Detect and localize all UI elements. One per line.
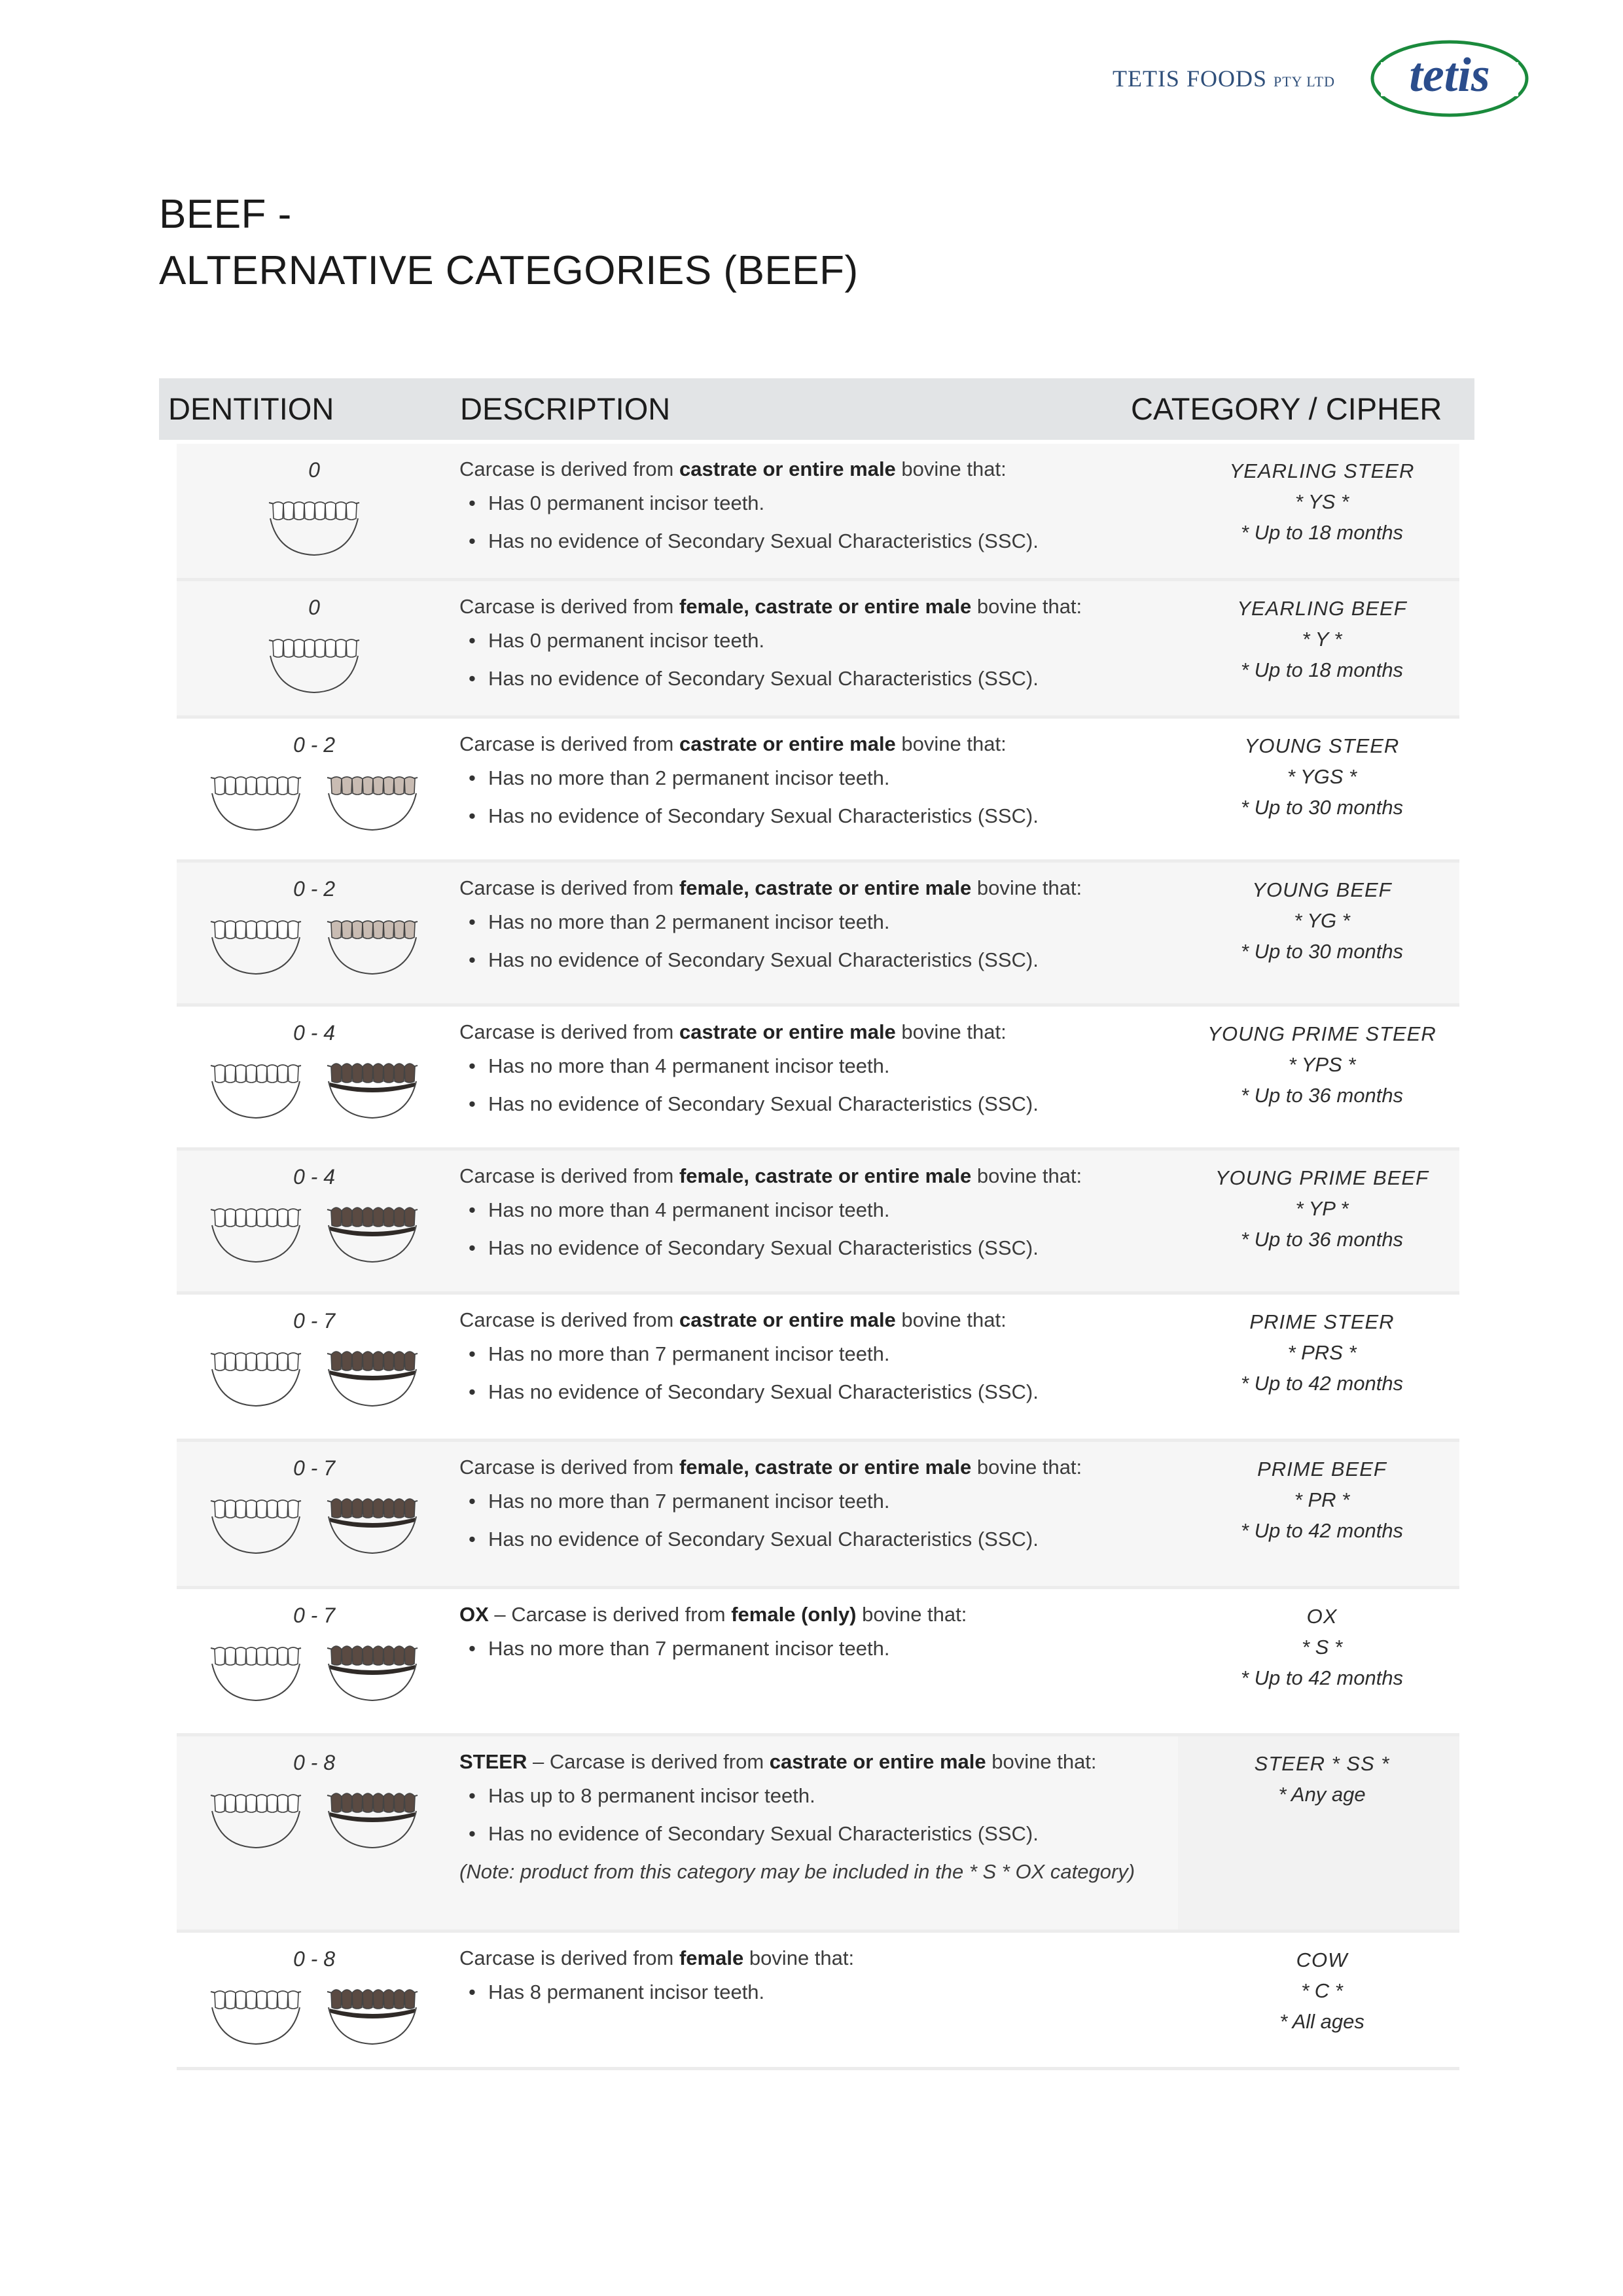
category-cell <box>1185 1306 1459 1399</box>
description-intro: STEER – Carcase is derived from castrate or entire male bovine that: <box>459 1750 1097 1773</box>
description-cell <box>459 1018 1179 1128</box>
category-cipher: * YS * <box>1294 490 1349 513</box>
description-cell <box>459 874 1179 984</box>
milk-teeth-jaw-icon <box>207 764 305 833</box>
category-age: * Up to 36 months <box>1240 1228 1404 1251</box>
description-bullet: • Has no evidence of Secondary Sexual Characteristics (SSC). <box>459 1090 1179 1118</box>
milk-teeth-jaw-icon <box>207 1979 305 2047</box>
category-cell <box>1185 593 1459 685</box>
description-bullet: • Has no evidence of Secondary Sexual Characteristics (SSC). <box>459 528 1179 555</box>
description-bullet: • Has 0 permanent incisor teeth. <box>459 490 1179 517</box>
description-intro: Carcase is derived from castrate or entire male bovine that: <box>459 457 1007 480</box>
dentition-cell <box>177 1736 452 1929</box>
category-cell <box>1185 1748 1459 1810</box>
dentition-cell <box>177 719 452 859</box>
description-bullets <box>459 1052 1179 1118</box>
category-name: YOUNG PRIME BEEF <box>1215 1166 1429 1189</box>
permanent-teeth-jaw-icon <box>323 1052 421 1121</box>
category-cell <box>1185 456 1459 548</box>
description-cell <box>459 1601 1179 1673</box>
description-bullet: • Has no more than 4 permanent incisor teeth. <box>459 1052 1179 1080</box>
description-bullets <box>459 627 1179 692</box>
milk-teeth-jaw-icon <box>265 490 363 558</box>
category-age: * Up to 42 months <box>1240 1666 1404 1689</box>
milk-teeth-jaw-icon <box>207 908 305 977</box>
category-name: STEER * SS * <box>1254 1752 1390 1775</box>
category-name: YEARLING STEER <box>1229 459 1415 482</box>
description-intro: Carcase is derived from female, castrate or entire male bovine that: <box>459 1456 1082 1479</box>
description-bullets <box>459 764 1179 830</box>
description-intro: Carcase is derived from female, castrate or entire male bovine that: <box>459 595 1082 618</box>
table-row <box>177 1736 1459 1933</box>
dentition-cell <box>177 1933 452 2067</box>
dentition-cell <box>177 1151 452 1291</box>
description-bullets <box>459 1782 1179 1848</box>
category-name: YEARLING BEEF <box>1237 597 1407 620</box>
description-intro: Carcase is derived from female bovine that: <box>459 1946 855 1969</box>
milk-teeth-jaw-icon <box>207 1340 305 1409</box>
dentition-diagram <box>177 1340 452 1409</box>
table-row <box>177 1007 1459 1151</box>
description-bullet: • Has no evidence of Secondary Sexual Characteristics (SSC). <box>459 1378 1179 1406</box>
header-description: DESCRIPTION <box>460 391 671 426</box>
category-name: YOUNG STEER <box>1244 734 1400 757</box>
table-row <box>177 444 1459 581</box>
header-category: CATEGORY / CIPHER <box>1131 391 1442 426</box>
page-header <box>1113 36 1531 121</box>
table-row <box>177 1933 1459 2070</box>
permanent-teeth-jaw-icon <box>323 1488 421 1556</box>
description-intro: Carcase is derived from castrate or entire male bovine that: <box>459 1020 1007 1043</box>
dentition-cell <box>177 581 452 715</box>
description-cell <box>459 1162 1179 1272</box>
category-cipher: * S * <box>1301 1636 1343 1659</box>
row-prefix: STEER <box>459 1750 527 1773</box>
description-intro: Carcase is derived from female, castrate or entire male bovine that: <box>459 1164 1082 1187</box>
milk-teeth-jaw-icon <box>207 1782 305 1851</box>
description-cell <box>459 456 1179 565</box>
table-header <box>159 378 1474 440</box>
description-bullet: • Has no evidence of Secondary Sexual Characteristics (SSC). <box>459 946 1179 974</box>
logo-text: tetis <box>1409 48 1490 102</box>
tetis-logo <box>1368 36 1531 121</box>
description-cell <box>459 1306 1179 1416</box>
milk-teeth-jaw-icon <box>207 1635 305 1704</box>
category-cell <box>1185 730 1459 823</box>
table-row <box>177 581 1459 719</box>
table-row <box>177 1295 1459 1442</box>
category-cell <box>1185 874 1459 967</box>
title-line-1: BEEF - <box>159 192 292 237</box>
description-bullet: • Has 0 permanent incisor teeth. <box>459 627 1179 655</box>
category-name: OX <box>1306 1605 1338 1628</box>
dentition-count: 0 - 2 <box>293 733 336 757</box>
table-row <box>177 863 1459 1007</box>
row-prefix: OX <box>459 1603 489 1626</box>
page-title <box>159 187 859 299</box>
permanent-teeth-jaw-icon <box>323 1635 421 1704</box>
dentition-diagram <box>177 490 452 558</box>
description-bullets <box>459 1340 1179 1406</box>
table-row <box>177 719 1459 863</box>
description-bullet: • Has 8 permanent incisor teeth. <box>459 1979 1179 2006</box>
table-row <box>177 1589 1459 1736</box>
description-intro: Carcase is derived from female, castrate or entire male bovine that: <box>459 876 1082 899</box>
description-bullet: • Has up to 8 permanent incisor teeth. <box>459 1782 1179 1810</box>
description-bullet: • Has no more than 7 permanent incisor teeth. <box>459 1488 1179 1515</box>
dentition-cell <box>177 1295 452 1439</box>
category-name: PRIME BEEF <box>1257 1458 1387 1480</box>
category-age: * All ages <box>1279 2010 1364 2033</box>
dentition-diagram <box>177 1196 452 1265</box>
dentition-cell <box>177 1007 452 1147</box>
category-cell <box>1185 1945 1459 2037</box>
dentition-cell <box>177 444 452 578</box>
category-cipher: * PRS * <box>1287 1341 1357 1364</box>
description-cell <box>459 1454 1179 1564</box>
header-dentition: DENTITION <box>168 391 334 426</box>
category-cipher: * YG * <box>1294 909 1350 932</box>
description-bullet: • Has no evidence of Secondary Sexual Characteristics (SSC). <box>459 802 1179 830</box>
permanent-teeth-jaw-icon <box>323 764 421 833</box>
description-bullet: • Has no evidence of Secondary Sexual Characteristics (SSC). <box>459 1526 1179 1553</box>
description-intro: OX – Carcase is derived from female (only) bovine that: <box>459 1603 967 1626</box>
dentition-count: 0 - 2 <box>293 877 336 901</box>
category-table <box>177 444 1459 2070</box>
description-bullet: • Has no more than 7 permanent incisor teeth. <box>459 1340 1179 1368</box>
description-bullet: • Has no evidence of Secondary Sexual Characteristics (SSC). <box>459 665 1179 692</box>
category-age: * Up to 30 months <box>1240 940 1404 963</box>
description-bullet: • Has no evidence of Secondary Sexual Characteristics (SSC). <box>459 1820 1179 1848</box>
category-age: * Up to 30 months <box>1240 796 1404 819</box>
description-cell <box>459 730 1179 840</box>
category-name: YOUNG PRIME STEER <box>1207 1022 1436 1045</box>
dentition-cell <box>177 1442 452 1586</box>
category-age: * Up to 18 months <box>1240 658 1404 681</box>
dentition-count: 0 - 8 <box>293 1947 336 1971</box>
description-cell <box>459 1748 1179 1886</box>
category-age: * Up to 18 months <box>1240 521 1404 544</box>
permanent-teeth-jaw-icon <box>323 908 421 977</box>
permanent-teeth-jaw-icon <box>323 1196 421 1265</box>
permanent-teeth-jaw-icon <box>323 1979 421 2047</box>
description-intro: Carcase is derived from castrate or entire male bovine that: <box>459 732 1007 755</box>
description-bullet: • Has no more than 7 permanent incisor teeth. <box>459 1635 1179 1662</box>
dentition-diagram <box>177 1979 452 2047</box>
description-bullet: • Has no evidence of Secondary Sexual Characteristics (SSC). <box>459 1234 1179 1262</box>
dentition-diagram <box>177 1782 452 1851</box>
category-cipher: * C * <box>1301 1979 1343 2002</box>
milk-teeth-jaw-icon <box>207 1052 305 1121</box>
dentition-count: 0 - 4 <box>293 1021 336 1045</box>
category-cipher: * YP * <box>1295 1197 1349 1220</box>
milk-teeth-jaw-icon <box>207 1196 305 1265</box>
dentition-diagram <box>177 1052 452 1121</box>
dentition-cell <box>177 1589 452 1733</box>
category-cell <box>1185 1454 1459 1546</box>
dentition-count: 0 - 8 <box>293 1751 336 1774</box>
description-bullet: • Has no more than 2 permanent incisor teeth. <box>459 764 1179 792</box>
description-bullets <box>459 908 1179 974</box>
category-age: * Up to 36 months <box>1240 1084 1404 1107</box>
category-name: PRIME STEER <box>1249 1310 1395 1333</box>
description-bullets <box>459 490 1179 555</box>
description-note: (Note: product from this category may be included in the * S * OX category) <box>459 1860 1135 1883</box>
category-cipher: * YPS * <box>1288 1053 1356 1076</box>
description-cell <box>459 1945 1179 2017</box>
category-age: * Up to 42 months <box>1240 1519 1404 1542</box>
description-intro: Carcase is derived from castrate or entire male bovine that: <box>459 1308 1007 1331</box>
dentition-count: 0 - 7 <box>293 1309 336 1333</box>
category-cell <box>1185 1018 1459 1111</box>
dentition-diagram <box>177 1635 452 1704</box>
description-bullets <box>459 1979 1179 2006</box>
category-cipher: * Y * <box>1302 628 1342 651</box>
category-age: * Up to 42 months <box>1240 1372 1404 1395</box>
dentition-count: 0 - 7 <box>293 1456 336 1480</box>
milk-teeth-jaw-icon <box>265 627 363 696</box>
description-bullets <box>459 1488 1179 1553</box>
table-row <box>177 1151 1459 1295</box>
dentition-diagram <box>177 627 452 696</box>
dentition-diagram <box>177 908 452 977</box>
category-age: * Any age <box>1278 1783 1366 1806</box>
category-name: YOUNG BEEF <box>1252 878 1392 901</box>
dentition-cell <box>177 863 452 1003</box>
category-cipher: * YGS * <box>1287 765 1357 788</box>
dentition-count: 0 <box>308 458 320 482</box>
description-bullets <box>459 1196 1179 1262</box>
company-name-text: TETIS FOODS <box>1112 65 1267 92</box>
category-cipher: * PR * <box>1294 1488 1350 1511</box>
company-suffix: PTY LTD <box>1274 73 1335 90</box>
dentition-count: 0 - 7 <box>293 1604 336 1627</box>
category-name: COW <box>1296 1948 1348 1971</box>
description-bullet: • Has no more than 2 permanent incisor teeth. <box>459 908 1179 936</box>
permanent-teeth-jaw-icon <box>323 1782 421 1851</box>
dentition-diagram <box>177 1488 452 1556</box>
description-bullet: • Has no more than 4 permanent incisor teeth. <box>459 1196 1179 1224</box>
category-cell <box>1185 1162 1459 1255</box>
dentition-count: 0 - 4 <box>293 1165 336 1189</box>
category-cell <box>1185 1601 1459 1693</box>
permanent-teeth-jaw-icon <box>323 1340 421 1409</box>
milk-teeth-jaw-icon <box>207 1488 305 1556</box>
title-line-2: ALTERNATIVE CATEGORIES (BEEF) <box>159 248 859 293</box>
description-bullets <box>459 1635 1179 1662</box>
table-row <box>177 1442 1459 1589</box>
description-cell <box>459 593 1179 703</box>
dentition-count: 0 <box>308 596 320 619</box>
company-name <box>1113 65 1335 92</box>
dentition-diagram <box>177 764 452 833</box>
